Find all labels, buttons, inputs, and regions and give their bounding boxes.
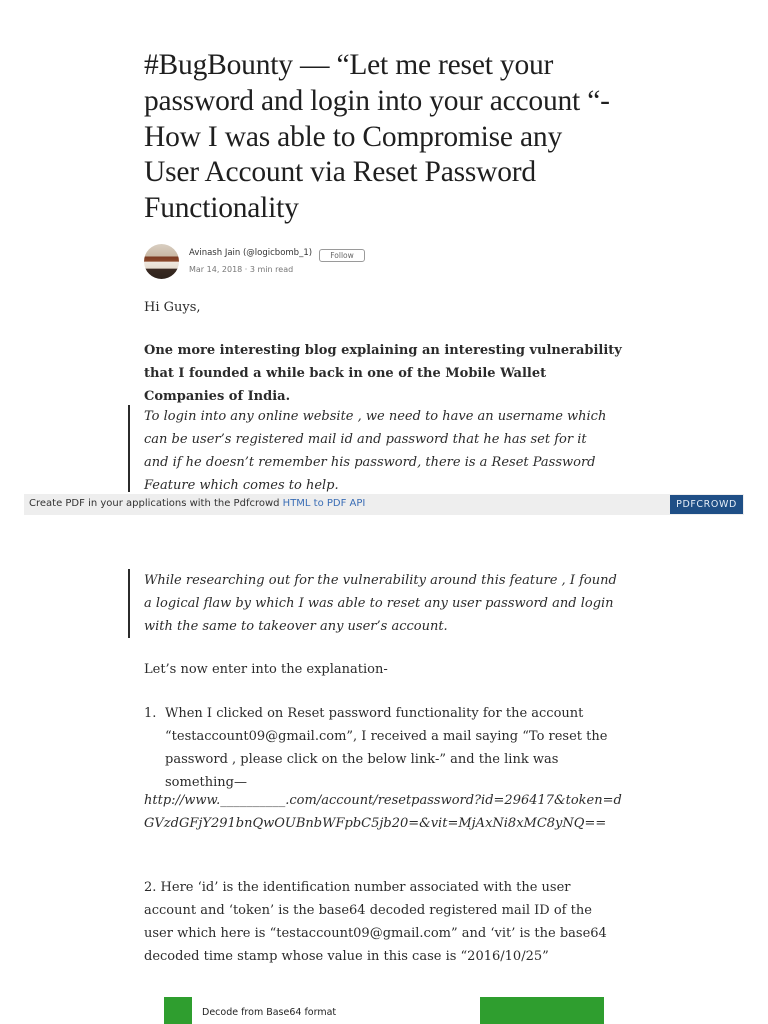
pdf-banner-copy: Create PDF in your applications with the Pdfcrowd [29,498,283,509]
blockquote-2: While researching out for the vulnerability around this feature , I found a logical flaw by which I was able to reset any user password and login with the same to takeover any user’s account. [144,573,617,634]
post-meta: Mar 14, 2018 · 3 min read [189,265,294,274]
follow-button[interactable]: Follow [319,249,365,262]
list-item: When I clicked on Reset password functionality for the account “testaccount09@gmail.com”, I received a mail saying “To reset the password , please click on the below link-” and the link was something— [165,706,608,790]
decoder-label: Decode from Base64 format [202,1007,337,1018]
decoder-panel [192,997,480,1024]
explanation-intro: Let’s now enter into the explanation- [144,662,388,677]
pdfcrowd-badge[interactable]: PDFCROWD [670,495,743,514]
point-2: 2. Here ‘id’ is the identification number associated with the user account and ‘token’ is the base64 decoded registered mail ID of the user which here is “testaccount09@gmail.com” and ‘vit’ is the base64 decoded time stamp whose value in this case is “2016/10/25” [144,880,607,964]
article-title: #BugBounty — “Let me reset your password and login into your account “-How I was able to Compromise any User Account via Reset Password Functionality [144,49,610,225]
base64-decoder-screenshot [164,997,604,1024]
blockquote-bar [128,405,130,492]
pdf-api-link[interactable]: HTML to PDF API [282,498,366,509]
pdf-banner [24,494,744,515]
intro-paragraph: One more interesting blog explaining an interesting vulnerability that I founded a while back in one of the Mobile Wallet Companies of India. [144,343,622,404]
avatar[interactable] [144,244,179,279]
list-number: 1. [144,706,157,721]
reset-link: http://www.__________.com/account/resetpassword?id=296417&token=dGVzdGFjY291bnQwOUBnbWFpbC5jb20=&vit=MjAxNi8xMC8yNQ== [144,793,622,831]
author-name[interactable]: Avinash Jain (@logicbomb_1) [189,248,313,258]
pdf-banner-text [29,498,365,509]
greeting: Hi Guys, [144,300,201,315]
blockquote-1: To login into any online website , we need to have an username which can be user’s registered mail id and password that he has set for it and if he doesn’t remember his password, there is a Reset Password Feature which comes to help. [144,409,607,493]
blockquote-bar [128,569,130,638]
author-row [144,244,544,280]
